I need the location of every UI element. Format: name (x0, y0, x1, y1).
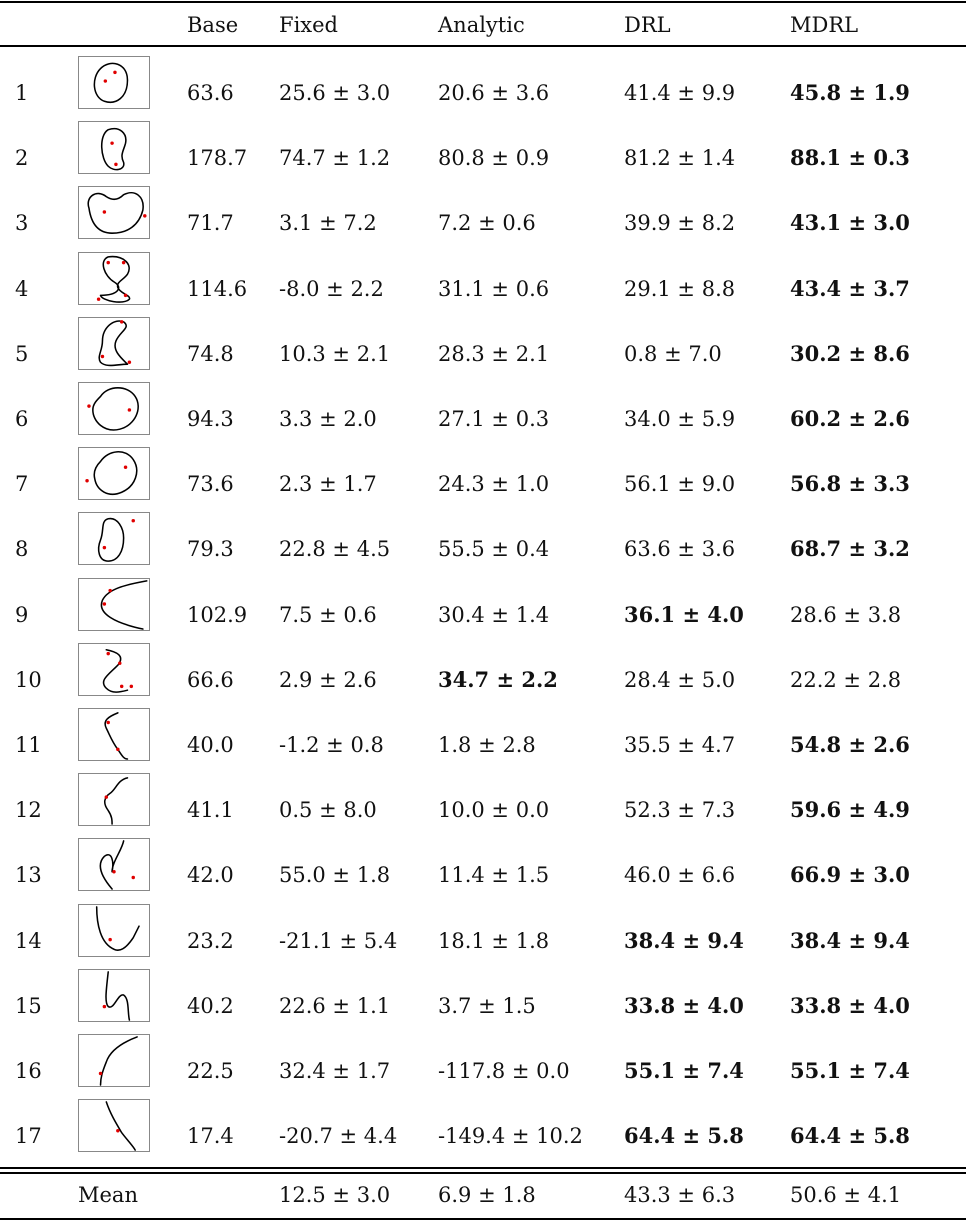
cell-fixed: 3.1 ± 7.2 (279, 211, 377, 236)
shape-outline (101, 581, 146, 629)
marker-dot (97, 297, 100, 300)
shape-thumbnail (78, 186, 150, 239)
cell-drl: 46.0 ± 6.6 (624, 863, 736, 888)
cell-analytic: 7.2 ± 0.6 (438, 211, 536, 236)
marker-dot (106, 652, 109, 655)
cell-base: 63.6 (187, 81, 234, 105)
mean-label: Mean (78, 1183, 138, 1207)
shape-outline (94, 63, 127, 102)
mean-mdrl: 50.6 ± 4.1 (790, 1183, 902, 1207)
cell-fixed: 7.5 ± 0.6 (279, 602, 377, 627)
cell-analytic: 34.7 ± 2.2 (438, 666, 558, 692)
marker-dot (106, 721, 109, 724)
cell-analytic: 11.4 ± 1.5 (438, 863, 550, 888)
cell-fixed: 25.6 ± 3.0 (279, 81, 391, 105)
cell-mdrl: 30.2 ± 8.6 (790, 340, 910, 366)
marker-dot (108, 588, 111, 591)
cell-idx: 1 (15, 81, 29, 105)
marker-dot (118, 661, 121, 664)
cell-drl: 64.4 ± 5.8 (624, 1123, 744, 1149)
cell-drl: 34.0 ± 5.9 (624, 407, 736, 431)
cell-fixed: 2.3 ± 1.7 (279, 472, 377, 497)
cell-base: 114.6 (187, 276, 248, 301)
marker-dot (114, 163, 117, 166)
cell-idx: 3 (15, 211, 29, 236)
marker-dot (103, 602, 106, 605)
cell-mdrl: 66.9 ± 3.0 (790, 862, 910, 888)
cell-analytic: 3.7 ± 1.5 (438, 993, 536, 1018)
marker-dot (128, 408, 131, 411)
marker-dot (106, 260, 109, 263)
cell-idx: 5 (15, 341, 29, 366)
cell-base: 22.5 (187, 1059, 234, 1083)
cell-idx: 16 (15, 1059, 42, 1083)
mean-double-rule-lower (0, 1172, 966, 1174)
shape-thumbnail (78, 643, 150, 696)
header-drl: DRL (624, 13, 671, 37)
cell-analytic: 10.0 ± 0.0 (438, 798, 550, 823)
marker-dot (110, 142, 113, 145)
shape-outline (100, 841, 123, 889)
shape-thumbnail (78, 252, 150, 305)
cell-mdrl: 28.6 ± 3.8 (790, 602, 902, 627)
cell-mdrl: 33.8 ± 4.0 (790, 992, 910, 1018)
shape-outline (102, 129, 126, 170)
cell-drl: 28.4 ± 5.0 (624, 667, 736, 692)
shape-thumbnail (78, 969, 150, 1022)
cell-analytic: 1.8 ± 2.8 (438, 733, 536, 757)
cell-analytic: 55.5 ± 0.4 (438, 537, 550, 562)
shape-thumbnail (78, 1034, 150, 1087)
cell-idx: 17 (15, 1124, 42, 1149)
cell-fixed: 22.6 ± 1.1 (279, 993, 391, 1018)
cell-drl: 41.4 ± 9.9 (624, 81, 736, 105)
header-analytic: Analytic (438, 13, 525, 37)
cell-analytic: 31.1 ± 0.6 (438, 276, 550, 301)
cell-mdrl: 43.4 ± 3.7 (790, 275, 910, 301)
marker-dot (99, 1072, 102, 1075)
cell-mdrl: 38.4 ± 9.4 (790, 927, 910, 953)
cell-drl: 56.1 ± 9.0 (624, 472, 736, 497)
cell-drl: 52.3 ± 7.3 (624, 798, 736, 823)
cell-idx: 10 (15, 667, 42, 692)
marker-dot (85, 479, 88, 482)
header-base: Base (187, 13, 239, 37)
marker-dot (104, 79, 107, 82)
shape-outline (88, 193, 143, 233)
cell-mdrl: 56.8 ± 3.3 (790, 471, 910, 497)
marker-dot (103, 1005, 106, 1008)
cell-idx: 2 (15, 146, 29, 171)
shape-thumbnail (78, 1099, 150, 1152)
cell-mdrl: 59.6 ± 4.9 (790, 797, 910, 823)
cell-fixed: -1.2 ± 0.8 (279, 733, 384, 757)
cell-analytic: 80.8 ± 0.9 (438, 146, 550, 171)
marker-dot (105, 796, 108, 799)
cell-idx: 14 (15, 928, 42, 953)
shape-outline (105, 713, 127, 759)
marker-dot (116, 1129, 119, 1132)
cell-idx: 7 (15, 472, 29, 497)
marker-dot (120, 320, 123, 323)
shape-outline (94, 452, 136, 494)
shape-thumbnail (78, 512, 150, 565)
cell-fixed: 55.0 ± 1.8 (279, 863, 391, 888)
shape-thumbnail (78, 578, 150, 631)
header-rule (0, 45, 966, 47)
marker-dot (116, 748, 119, 751)
cell-base: 41.1 (187, 798, 234, 823)
cell-base: 23.2 (187, 928, 234, 953)
shape-outline (99, 321, 127, 365)
cell-analytic: 28.3 ± 2.1 (438, 341, 550, 366)
cell-mdrl: 55.1 ± 7.4 (790, 1058, 910, 1083)
marker-dot (124, 466, 127, 469)
cell-drl: 55.1 ± 7.4 (624, 1058, 744, 1083)
cell-fixed: -8.0 ± 2.2 (279, 276, 384, 301)
marker-dot (103, 211, 106, 214)
cell-base: 42.0 (187, 863, 234, 888)
marker-dot (130, 684, 133, 687)
cell-mdrl: 60.2 ± 2.6 (790, 406, 910, 431)
marker-dot (103, 546, 106, 549)
marker-dot (113, 71, 116, 74)
shape-thumbnail (78, 773, 150, 826)
cell-drl: 29.1 ± 8.8 (624, 276, 736, 301)
bottom-rule (0, 1218, 966, 1220)
cell-analytic: -149.4 ± 10.2 (438, 1124, 583, 1149)
cell-fixed: -21.1 ± 5.4 (279, 928, 398, 953)
cell-base: 79.3 (187, 537, 234, 562)
cell-mdrl: 64.4 ± 5.8 (790, 1123, 910, 1149)
cell-drl: 36.1 ± 4.0 (624, 601, 744, 627)
cell-base: 178.7 (187, 146, 248, 171)
mean-analytic: 6.9 ± 1.8 (438, 1183, 536, 1207)
cell-idx: 11 (15, 733, 42, 757)
cell-drl: 39.9 ± 8.2 (624, 211, 736, 236)
shape-outline (93, 388, 138, 430)
top-rule (0, 1, 966, 3)
cell-idx: 15 (15, 993, 42, 1018)
cell-idx: 6 (15, 407, 29, 431)
cell-analytic: 27.1 ± 0.3 (438, 407, 550, 431)
shape-outline (101, 1037, 138, 1085)
mean-fixed: 12.5 ± 3.0 (279, 1183, 391, 1207)
cell-analytic: 18.1 ± 1.8 (438, 928, 550, 953)
cell-base: 94.3 (187, 407, 234, 431)
header-mdrl: MDRL (790, 13, 859, 37)
cell-drl: 0.8 ± 7.0 (624, 341, 722, 366)
shape-outline (106, 972, 129, 1020)
shape-outline (105, 778, 128, 824)
cell-base: 40.2 (187, 993, 234, 1018)
cell-fixed: 22.8 ± 4.5 (279, 537, 391, 562)
cell-fixed: 0.5 ± 8.0 (279, 798, 377, 823)
cell-analytic: 20.6 ± 3.6 (438, 81, 550, 105)
cell-fixed: 3.3 ± 2.0 (279, 407, 377, 431)
marker-dot (132, 876, 135, 879)
shape-outline (99, 519, 124, 562)
marker-dot (108, 938, 111, 941)
cell-mdrl: 54.8 ± 2.6 (790, 732, 910, 757)
shape-outline (106, 1102, 135, 1150)
cell-base: 74.8 (187, 341, 234, 366)
cell-mdrl: 88.1 ± 0.3 (790, 145, 910, 171)
marker-dot (101, 355, 104, 358)
cell-drl: 35.5 ± 4.7 (624, 733, 736, 757)
mean-double-rule-upper (0, 1167, 966, 1169)
cell-base: 102.9 (187, 602, 248, 627)
cell-fixed: -20.7 ± 4.4 (279, 1124, 398, 1149)
shape-thumbnail (78, 708, 150, 761)
cell-mdrl: 68.7 ± 3.2 (790, 536, 910, 562)
marker-dot (112, 870, 115, 873)
cell-base: 17.4 (187, 1124, 234, 1149)
marker-dot (143, 215, 146, 218)
cell-idx: 8 (15, 537, 29, 562)
cell-base: 66.6 (187, 667, 234, 692)
header-fixed: Fixed (279, 13, 339, 37)
cell-base: 73.6 (187, 472, 234, 497)
marker-dot (87, 404, 90, 407)
marker-dot (132, 519, 135, 522)
shape-thumbnail (78, 121, 150, 174)
cell-analytic: 30.4 ± 1.4 (438, 602, 550, 627)
shape-thumbnail (78, 382, 150, 435)
shape-thumbnail (78, 838, 150, 891)
cell-fixed: 32.4 ± 1.7 (279, 1059, 391, 1083)
shape-thumbnail (78, 56, 150, 109)
cell-idx: 9 (15, 602, 29, 627)
cell-idx: 13 (15, 863, 42, 888)
shape-outline (104, 650, 128, 692)
cell-drl: 81.2 ± 1.4 (624, 146, 736, 171)
shape-thumbnail (78, 904, 150, 957)
cell-base: 71.7 (187, 211, 234, 236)
shape-thumbnail (78, 317, 150, 370)
cell-idx: 12 (15, 798, 42, 823)
cell-drl: 38.4 ± 9.4 (624, 927, 744, 953)
marker-dot (120, 684, 123, 687)
mean-drl: 43.3 ± 6.3 (624, 1183, 736, 1207)
cell-drl: 63.6 ± 3.6 (624, 537, 736, 562)
shape-thumbnail (78, 447, 150, 500)
cell-idx: 4 (15, 276, 29, 301)
cell-base: 40.0 (187, 733, 234, 757)
cell-fixed: 74.7 ± 1.2 (279, 146, 391, 171)
marker-dot (122, 260, 125, 263)
cell-drl: 33.8 ± 4.0 (624, 992, 744, 1018)
cell-analytic: -117.8 ± 0.0 (438, 1059, 570, 1083)
cell-mdrl: 45.8 ± 1.9 (790, 80, 910, 105)
cell-analytic: 24.3 ± 1.0 (438, 472, 550, 497)
cell-mdrl: 22.2 ± 2.8 (790, 667, 902, 692)
cell-mdrl: 43.1 ± 3.0 (790, 210, 910, 236)
cell-fixed: 2.9 ± 2.6 (279, 667, 377, 692)
marker-dot (128, 360, 131, 363)
shape-outline (97, 907, 139, 950)
cell-fixed: 10.3 ± 2.1 (279, 341, 391, 366)
marker-dot (124, 293, 127, 296)
